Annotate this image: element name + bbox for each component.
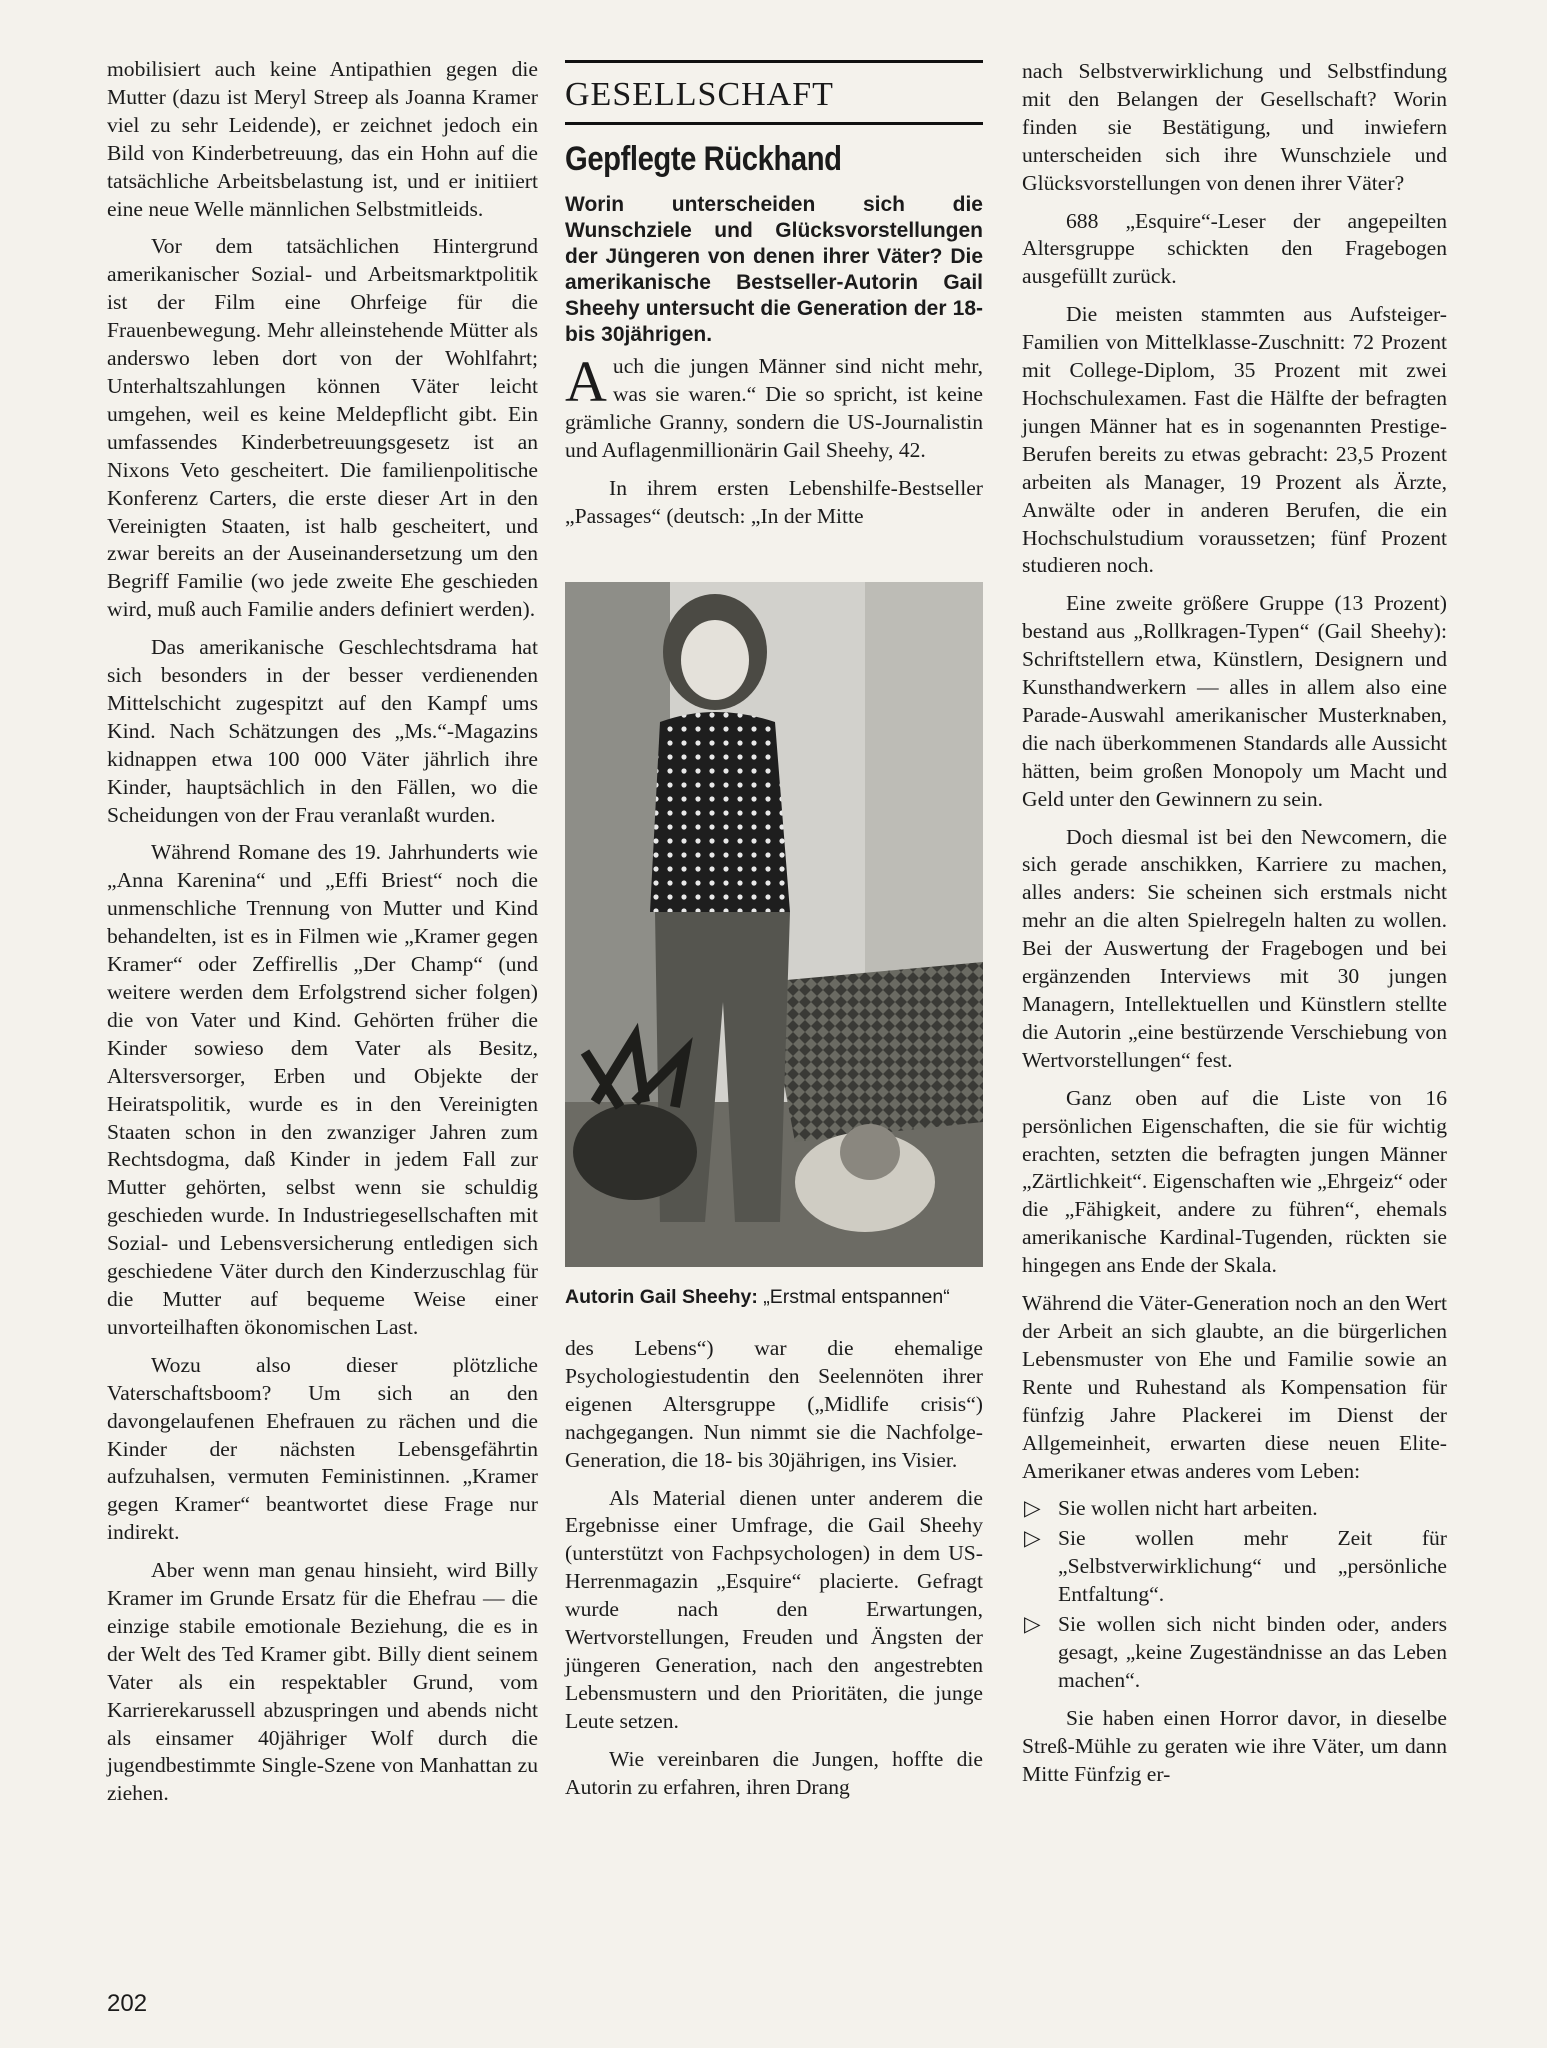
article-column-2-continued	[565, 1335, 983, 1812]
section-top-rule	[565, 60, 983, 63]
headline: Gepflegte Rückhand	[565, 140, 842, 178]
paragraph: Die meisten stammten aus Aufsteiger-Familien von Mittelklasse-Zuschnitt: 72 Prozent mit College-Diplom, 35 Prozent mit zwei Hochschulexamen. Fast die Hälfte der befragten jungen Männer hat es in sogenannten Prestige-Berufen bereits zu etwas gebracht: 23,5 Prozent arbeiten als Manager, 19 Prozent als Ärzte, Anwälte oder in anderen Berufen, die ein Hochschulstudium voraussetzen; fünf Prozent studieren noch.	[1022, 302, 1447, 578]
paragraph: Wozu also dieser plötzliche Vaterschaftsboom? Um sich an den davongelaufenen Ehefrauen zu rächen und die Kinder der nächsten Lebensgefährtin aufzuhalsen, vermuten Feministinnen. „Kramer gegen Kramer“ beantwortet diese Frage nur indirekt.	[107, 1352, 538, 1545]
paragraph: Vor dem tatsächlichen Hintergrund amerikanischer Sozial- und Arbeitsmarktpolitik ist der Film eine Ohrfeige für die Frauenbewegung. Mehr alleinstehende Mütter als anderswo leben dort von der Wohlfahrt; Unterhaltszahlungen können Väter leicht umgehen, weil es keine Meldepflicht gibt. Ein umfassendes Kinderbetreuungsgesetz ist an Nixons Veto gescheitert. Die familienpolitische Konferenz Carters, die erste dieser Art in den Vereinigten Staaten, ist halb gescheitert, und zwar bereits an der Auseinandersetzung um den Begriff Familie (wo jede zweite Ehe geschieden wird, muß auch Familie anders definiert werden).	[107, 234, 538, 622]
paragraph: Das amerikanische Geschlechtsdrama hat sich besonders in der besser verdienenden Mittelschicht zugespitzt auf den Kampf ums Kind. Nach Schätzungen des „Ms.“-Magazins kidnappen etwa 100 000 Väter jährlich ihre Kinder, hauptsächlich in den Fällen, wo die Scheidungen von der Frau veranlaßt wurden.	[107, 635, 538, 827]
paragraph: Als Material dienen unter anderem die Ergebnisse einer Umfrage, die Gail Sheehy (unterstützt von Fachpsychologen) in dem US-Herrenmagazin „Esquire“ placierte. Gefragt wurde nach den Erwartungen, Wertvorstellungen, Freuden und Ängsten der jüngeren Generation, nach den angestrebten Lebensmustern und den Prioritäten, die junge Leute setzen.	[565, 1485, 983, 1733]
paragraph: Wie vereinbaren die Jungen, hoffte die Autorin zu erfahren, ihren Drang	[565, 1746, 983, 1799]
deck: Worin unterscheiden sich die Wunschziele und Glücksvorstellungen der Jüngeren von denen ihrer Väter? Die amerikanische Bestseller-Autorin Gail Sheehy untersucht die Generation der 18- bis 30jährigen.	[565, 193, 983, 346]
paragraph: Während Romane des 19. Jahrhunderts wie „Anna Karenina“ und „Effi Briest“ noch die unmenschliche Trennung von Mutter und Kind behandelten, ist es in Filmen wie „Kramer gegen Kramer“ oder Zeffirellis „Der Champ“ (und weitere werden dem Erfolgstrend sicher folgen) die von Vater und Kind. Gehörten früher die Kinder sowieso dem Vater als Besitz, Altersversorger, Erben und Objekte der Heiratspolitik, wurde es in den Vereinigten Staaten schon in den zwanziger Jahren zum Rechtsdogma, daß Kinder in jedem Fall zur Mutter gehörten, selbst wenn sie schuldig geschieden wurde. In Industriegesellschaften mit Sozial- und Lebensversicherung entledigen sich geschiedene Väter durch den Kinderzuschlag für die Mutter auf bequeme Weise einer unvorteilhaften ökonomischen Last.	[107, 840, 538, 1339]
list-item: ▷ Sie wollen mehr Zeit für „Selbstverwirklichung“ und „persönliche Entfaltung“.	[1024, 1526, 1447, 1607]
triangle-bullet-icon: ▷	[1024, 1526, 1041, 1551]
section-bottom-rule	[565, 122, 983, 125]
paragraph: Während die Väter-Generation noch an den Wert der Arbeit an sich glaubte, an die bürgerlichen Lebensmuster von Ehe und Familie sowie an Rente und Ruhestand als Kompensation für fünfzig Jahre Plackerei im Dienst der Allgemeinheit, erwarten diese neuen Elite-Amerikaner etwas anderes vom Leben:	[1022, 1291, 1447, 1483]
drop-cap: A	[565, 349, 607, 414]
list-item: ▷ Sie wollen nicht hart arbeiten.	[1022, 1495, 1447, 1523]
paragraph: Eine zweite größere Gruppe (13 Prozent) bestand aus „Rollkragen-Typen“ (Gail Sheehy): Schriftstellern etwa, Künstlern, Designern und Kunsthandwerkern — alles in allem also eine Parade-Auswahl amerikanischer Musterknaben, die nach überkommenen Standards alle Aussicht hätten, beim großen Monopoly um Macht und Geld unter den Gewinnern zu sein.	[1022, 591, 1447, 811]
paragraph: nach Selbstverwirklichung und Selbstfindung mit den Belangen der Gesellschaft? Worin finden sie Bestätigung, und inwiefern unterscheiden sich ihre Wunschziele und Glücksvorstellungen von denen ihrer Väter?	[1022, 59, 1447, 195]
page-number: 202	[107, 1990, 148, 2017]
article-column-1	[107, 56, 538, 1818]
list-item: ▷ Sie wollen sich nicht binden oder, anders gesagt, „keine Zugeständnisse an das Leben machen“.	[1024, 1612, 1447, 1692]
triangle-bullet-icon: ▷	[1024, 1496, 1041, 1521]
portrait-photo	[565, 582, 983, 1267]
caption-label: Autorin Gail Sheehy:	[565, 1286, 758, 1308]
paragraph: Sie haben einen Horror davor, in dieselbe Streß-Mühle zu geraten wie ihre Väter, um dann Mitte Fünfzig er-	[1022, 1705, 1447, 1786]
paragraph: Ganz oben auf die Liste von 16 persönlichen Eigenschaften, die sie für wichtig erachten, setzten die befragten jungen Männer „Zärtlichkeit“. Eigenschaften wie „Ehrgeiz“ oder die „Fähigkeit, andere zu führen“, ehemals amerikanische Kardinal-Tugenden, rückten sie hingegen ans Ende der Skala.	[1022, 1085, 1447, 1278]
paragraph: 688 „Esquire“-Leser der angepeilten Altersgruppe schickten den Fragebogen ausgefüllt zurück.	[1022, 208, 1447, 289]
photo-caption	[565, 1286, 1025, 1309]
triangle-bullet-icon: ▷	[1024, 1612, 1041, 1637]
paragraph: In ihrem ersten Lebenshilfe-Bestseller „Passages“ (deutsch: „In der Mitte	[565, 475, 983, 528]
lead-text	[565, 349, 983, 540]
article-column-3	[1022, 58, 1447, 1798]
caption-quote: „Erstmal entspannen“	[763, 1286, 950, 1308]
section-label: GESELLSCHAFT	[565, 76, 834, 113]
paragraph: Aber wenn man genau hinsieht, wird Billy Kramer im Grunde Ersatz für die Ehefrau — die einzige stabile emotionale Beziehung, die es in der Welt des Ted Kramer gibt. Billy dient seinem Vater als ein respektabler Grund, vom Karrierekarussell abzuspringen und abends nicht als einsamer 40jähriger Wolf durch die jugendbestimmte Single-Szene von Manhattan zu ziehen.	[107, 1558, 538, 1806]
bullet-list	[1022, 1495, 1447, 1694]
paragraph: mobilisiert auch keine Antipathien gegen die Mutter (dazu ist Meryl Streep als Joanna Kramer viel zu sehr Leidende), er zeichnet jedoch ein Bild von Kinderbetreuung, das ein Hohn auf die tatsächliche Arbeitsbelastung ist, und er initiiert eine neue Welle männlichen Selbstmitleids.	[107, 57, 538, 221]
paragraph: des Lebens“) war die ehemalige Psychologiestudentin den Seelennöten ihrer eigenen Altersgruppe („Midlife crisis“) nachgegangen. Nun nimmt sie die Nachfolge-Generation, die 18- bis 30jährigen, ins Visier.	[565, 1336, 983, 1472]
lead-paragraph: Auch die jungen Männer sind nicht mehr, was sie waren.“ Die so spricht, ist keine grämliche Granny, sondern die US-Journalistin und Auflagenmillionärin Gail Sheehy, 42.	[565, 349, 983, 462]
paragraph: Doch diesmal ist bei den Newcomern, die sich gerade anschikken, Karriere zu machen, alles anders: Sie scheinen sich erstmals nicht mehr an die alten Spielregeln halten zu wollen. Bei der Auswertung der Fragebogen und bei ergänzenden Interviews mit 30 jungen Managern, Intellektuellen und Künstlern stellte die Autorin „eine bestürzende Verschiebung von Wertvorstellungen“ fest.	[1022, 824, 1447, 1072]
